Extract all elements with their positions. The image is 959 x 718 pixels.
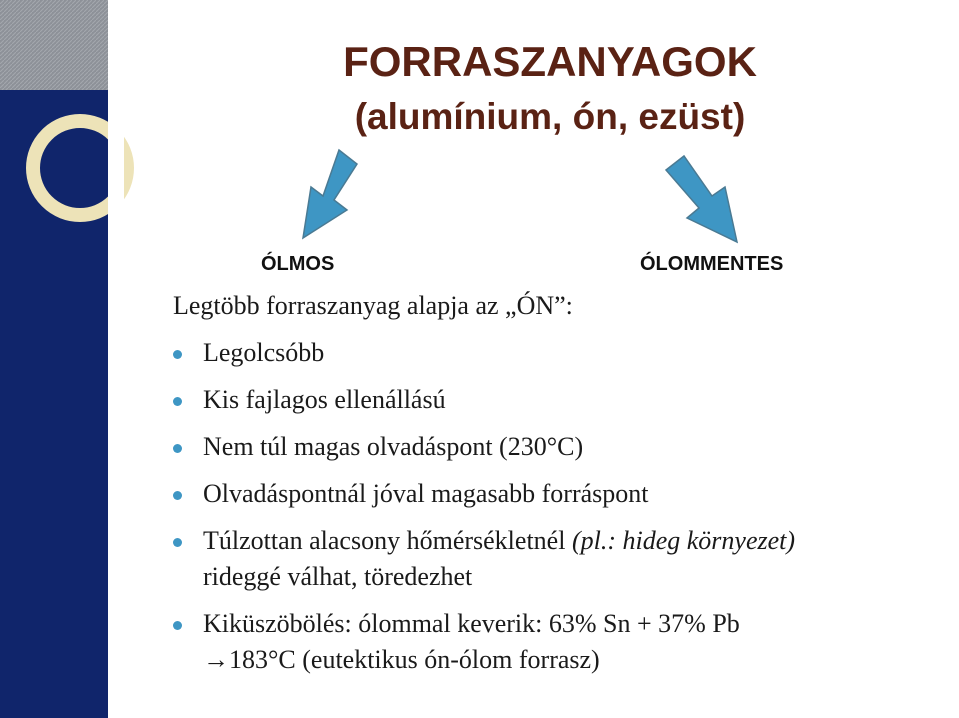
bullet-dot-icon — [173, 444, 182, 453]
bullet-dot-icon — [173, 538, 182, 547]
intro-text: Legtöbb forraszanyag alapja az „ÓN”: — [173, 291, 573, 320]
bullet-dot-icon — [173, 350, 182, 359]
label-olmos: ÓLMOS — [261, 253, 335, 275]
sidebar-edge — [108, 0, 114, 718]
bullet-dot-icon — [173, 491, 182, 500]
bullet-dot-icon — [173, 397, 182, 406]
bullet-list — [173, 338, 943, 679]
arrow-down-right-icon — [666, 156, 737, 242]
slide-subtitle: (alumínium, ón, ezüst) — [354, 96, 746, 137]
label-olommentes: ÓLOMMENTES — [640, 253, 784, 275]
sidebar-bar — [0, 0, 108, 718]
list-item: Olvadáspontnál jóval magasabb forráspont — [173, 479, 943, 526]
list-item: Kis fajlagos ellenállású — [173, 385, 943, 432]
bullet-dot-icon — [173, 621, 182, 630]
list-item: Túlzottan alacsony hőmérsékletnél (pl.: hideg környezet) rideggé válhat, töredezhet — [173, 526, 943, 609]
list-item: Legolcsóbb — [173, 338, 943, 385]
arrow-down-left-icon — [303, 150, 357, 238]
slide-title: FORRASZANYAGOK — [343, 38, 757, 85]
list-item: Kiküszöbölés: ólommal keverik: 63% Sn + 37% Pb →183°C (eutektikus ón-ólom forrasz) — [173, 609, 943, 679]
header-pattern — [0, 0, 108, 90]
list-item: Nem túl magas olvadáspont (230°C) — [173, 432, 943, 479]
